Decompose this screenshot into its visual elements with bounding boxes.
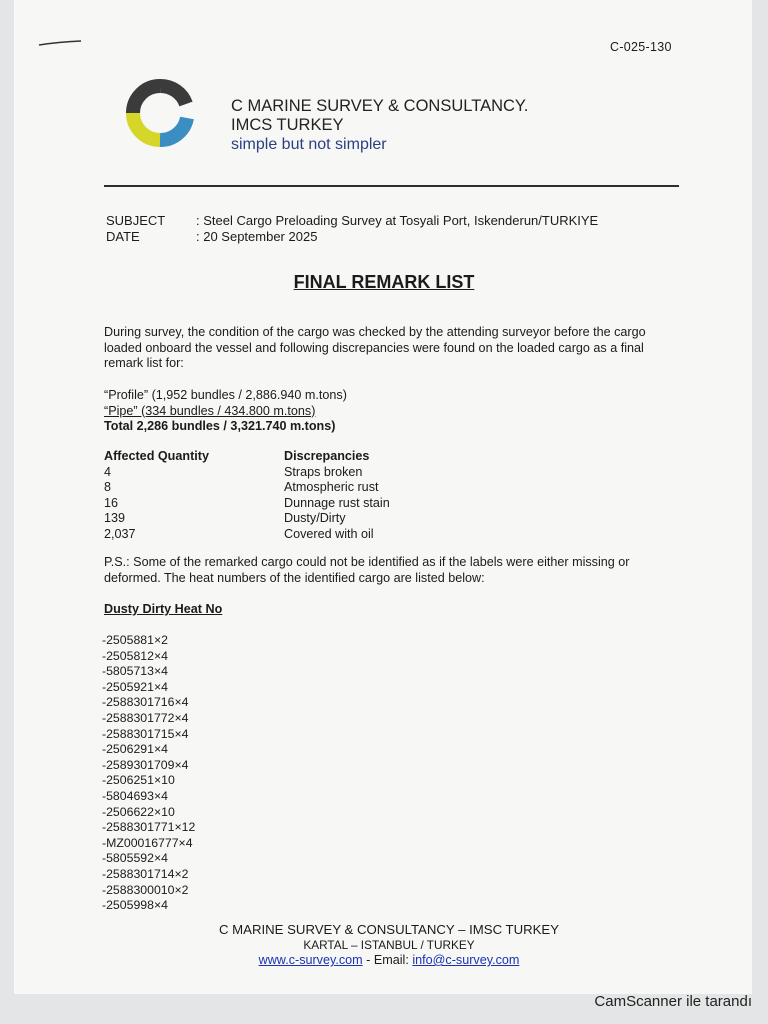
pen-mark [38,40,82,46]
subject-label: SUBJECT [106,213,166,228]
affected-quantity: 16 [104,495,119,510]
discrepancy-table-header [104,449,390,465]
subject-date-block [106,213,598,245]
discrepancy: Covered with oil [284,526,374,541]
list-item: -2505921×4 [102,679,168,694]
list-item: -2506251×10 [102,773,175,788]
footer-address: KARTAL – ISTANBUL / TURKEY [303,937,475,952]
list-item: -2589301709×4 [102,757,189,772]
scanner-watermark: CamScanner ile tarandı [594,993,752,1010]
website-link[interactable]: www.c-survey.com [258,953,363,967]
discrepancy: Dusty/Dirty [284,511,346,525]
heat-list-title: Dusty Dirty Heat No [104,602,223,616]
table-row [104,511,390,527]
list-item: -2505998×4 [102,898,168,913]
table-row [104,465,390,481]
table-row [104,496,390,512]
list-item: -2588300010×2 [102,882,189,897]
company-logo-icon [124,78,196,148]
discrepancy-table [104,449,390,542]
discrepancy: Dunnage rust stain [284,495,390,510]
intro-paragraph: During survey, the condition of the cargo was checked by the attending surveyor before the cargo loaded onboard the vessel and following discrepancies were found on the loaded cargo as a final remark list for: [104,325,646,370]
list-item: -5804693×4 [102,788,168,803]
list-item: -5805713×4 [102,664,168,679]
company-header [231,97,528,154]
affected-quantity: 2,037 [104,526,136,541]
page-footer [0,922,768,969]
date-label: DATE [106,229,140,244]
company-name: C MARINE SURVEY & CONSULTANCY. [231,97,529,115]
affected-quantity: 4 [104,464,112,479]
discrepancy: Atmospheric rust [284,480,379,494]
list-item: -2588301716×4 [102,695,189,710]
company-tagline: simple but not simpler [231,136,387,153]
discrepancy: Straps broken [284,464,363,479]
list-item: -2505881×2 [102,633,168,647]
header-discrepancies: Discrepancies [284,449,370,463]
footer-company: C MARINE SURVEY & CONSULTANCY – IMSC TURKEY [218,922,560,937]
document-code: C-025-130 [610,40,672,54]
cargo-totals [104,388,347,435]
affected-quantity: 8 [104,480,112,494]
date-value: : 20 September 2025 [196,229,318,244]
grand-total: Total 2,286 bundles / 3,321.740 m.tons) [104,419,336,433]
email-label: Email: [373,953,413,967]
list-item: -2588301714×2 [102,866,189,881]
list-item: -MZ00016777×4 [102,835,193,850]
list-item: -2588301772×4 [102,710,189,725]
list-item: -2506291×4 [102,742,168,757]
company-unit: IMCS TURKEY [231,116,344,134]
heat-number-list [102,633,195,914]
ps-note: P.S.: Some of the remarked cargo could not be identified as if the labels were either missing or deformed. The heat numbers of the identified cargo are listed below: [104,555,630,585]
header-affected-quantity: Affected Quantity [104,449,209,463]
list-item: -2505812×4 [102,648,168,663]
list-item: -2588301771×12 [102,820,196,835]
affected-quantity: 139 [104,511,126,525]
footer-separator: - [362,953,374,967]
list-item: -2588301715×4 [102,726,189,741]
list-item: -2506622×10 [102,804,175,819]
document-title-text: FINAL REMARK LIST [293,272,475,292]
table-row [104,527,390,543]
document-title [0,272,768,293]
subject-value: : Steel Cargo Preloading Survey at Tosyali Port, Iskenderun/TURKIYE [196,213,599,228]
pipe-total: “Pipe” (334 bundles / 434.800 m.tons) [104,403,316,418]
email-link[interactable]: info@c-survey.com [412,953,520,967]
header-divider [104,185,679,187]
profile-total: “Profile” (1,952 bundles / 2,886.940 m.tons) [104,388,347,402]
list-item: -5805592×4 [102,851,168,866]
table-row [104,480,390,496]
